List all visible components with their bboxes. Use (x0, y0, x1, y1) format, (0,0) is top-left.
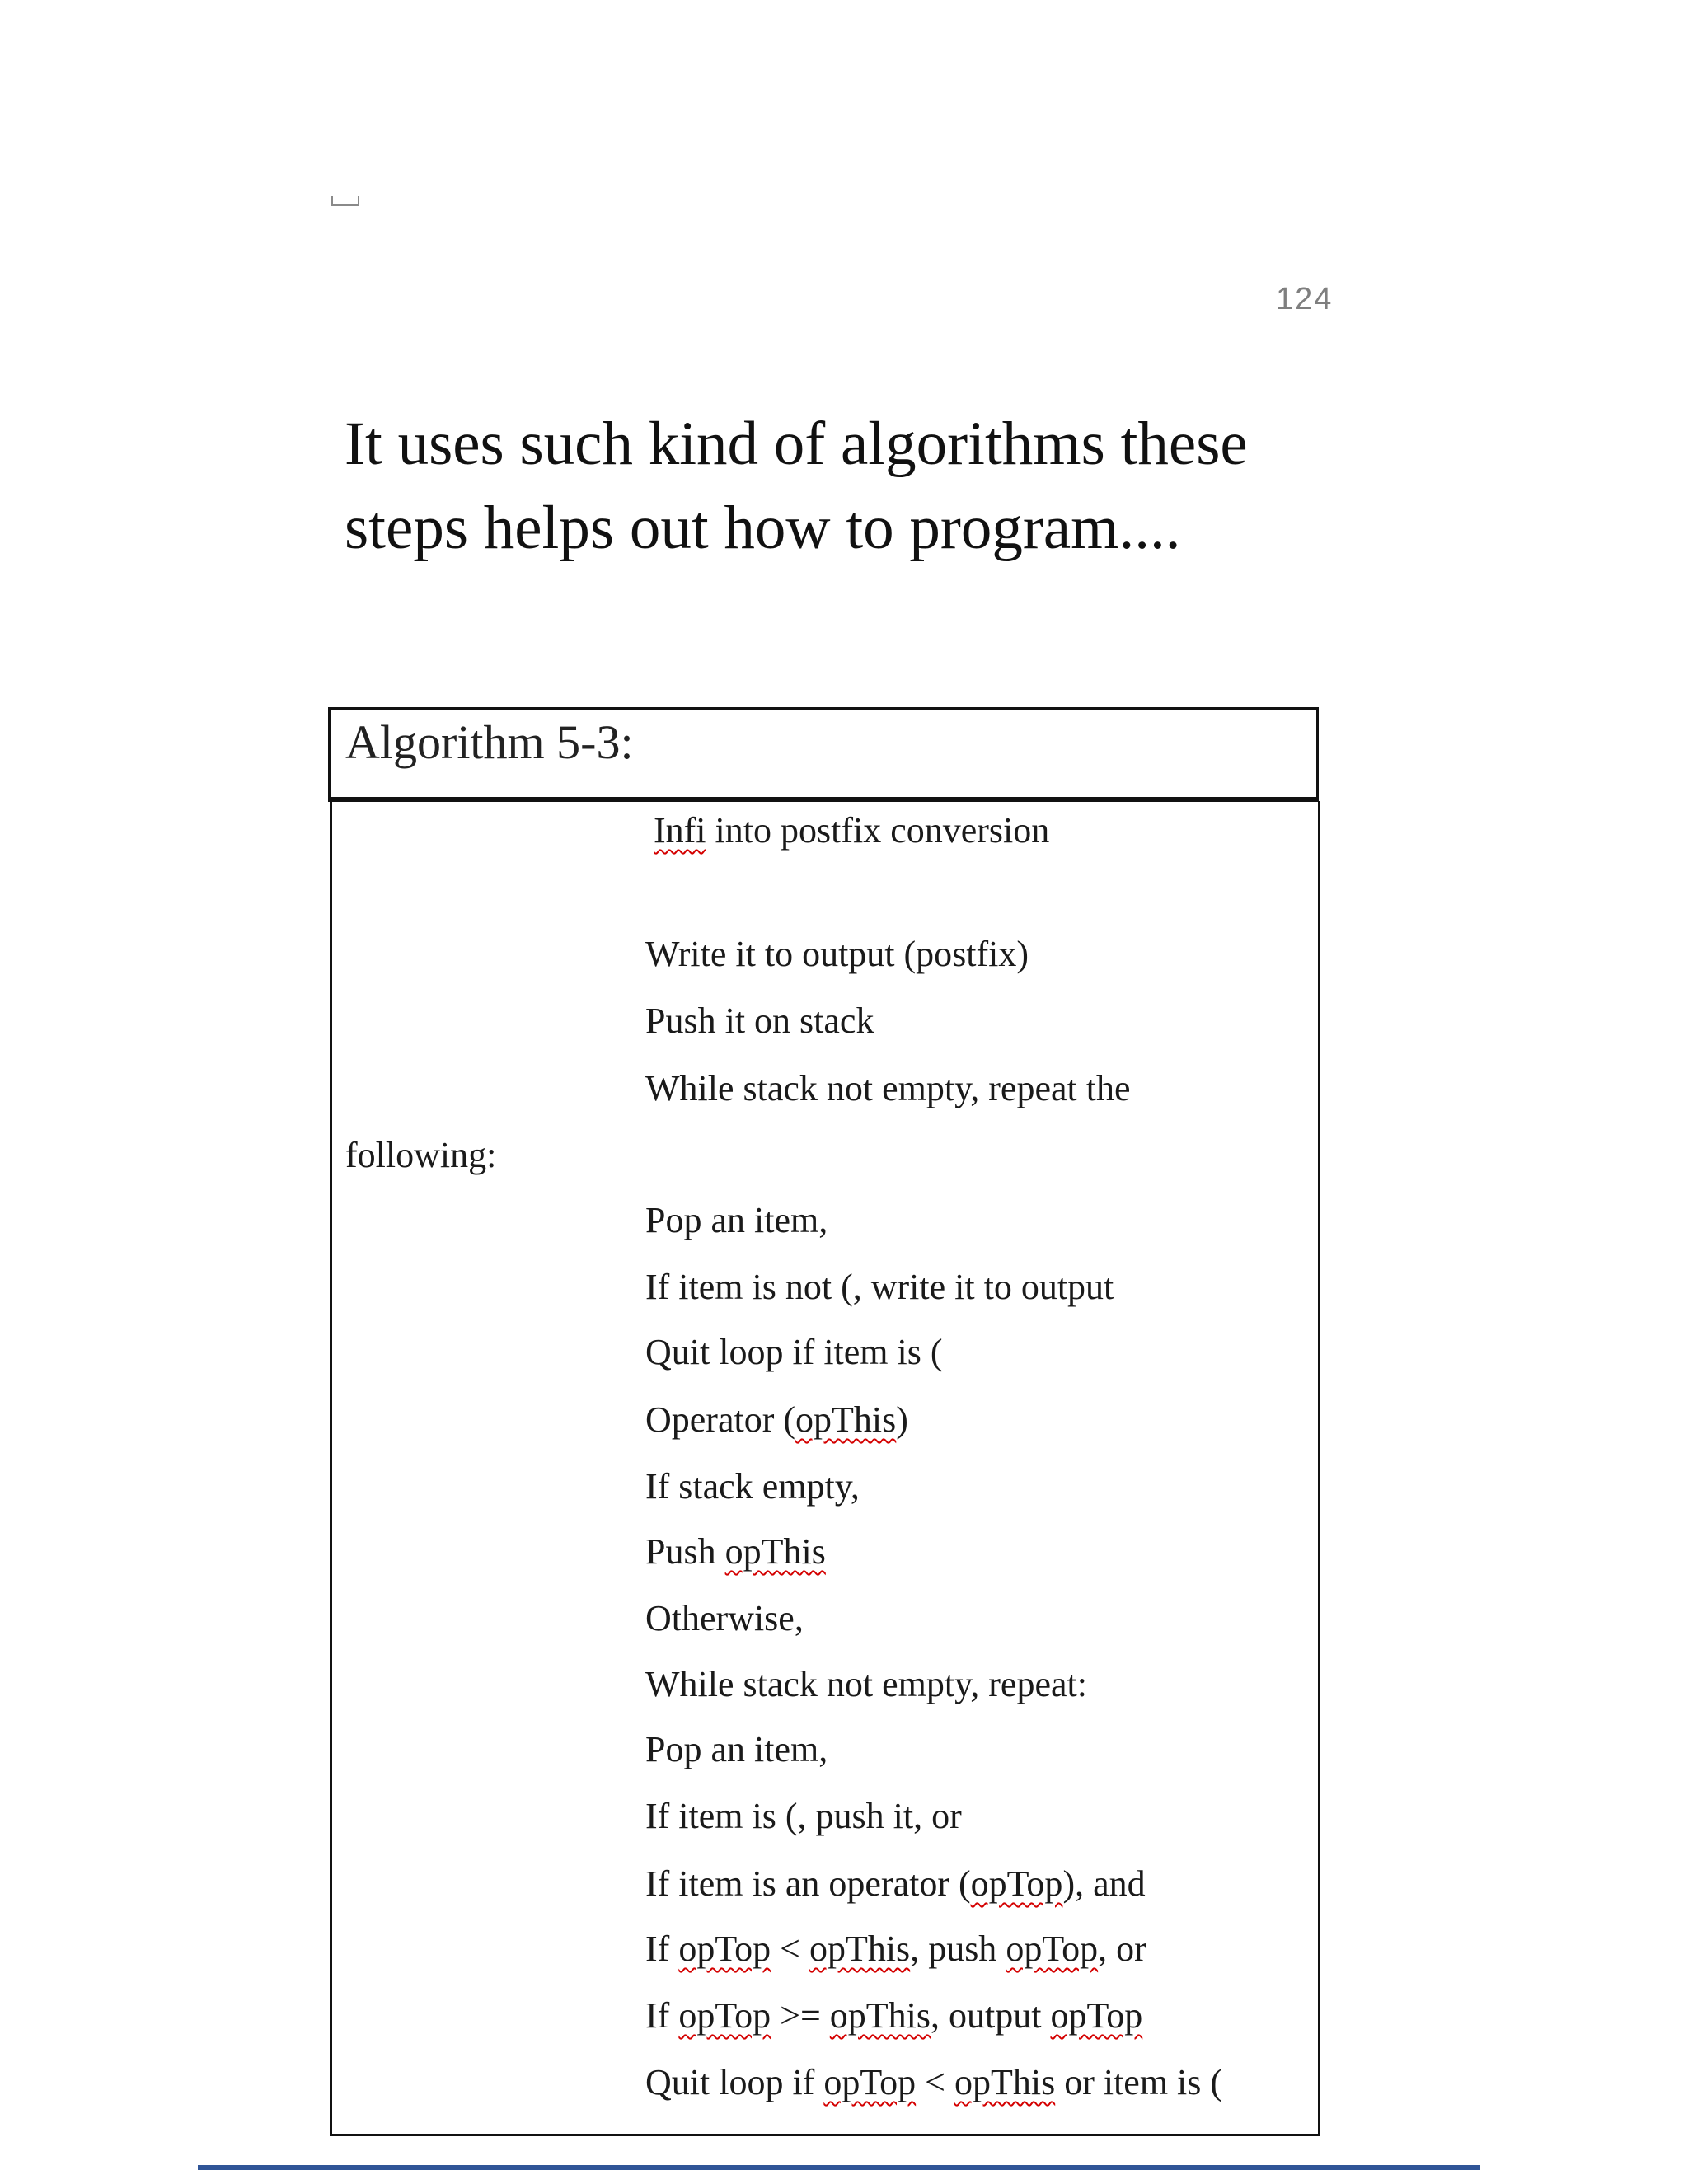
step-text: While stack not empty, repeat: (645, 1664, 1087, 1704)
algorithm-step (645, 1264, 1114, 1310)
step-text: Otherwise, (645, 1598, 804, 1638)
algorithm-step (645, 1197, 828, 1244)
algorithm-step (645, 1793, 962, 1840)
spellcheck-word: opThis (724, 1531, 826, 1572)
page-heading (345, 402, 1383, 570)
step-text: Write it to output (postfix) (645, 934, 1029, 974)
step-text: While stack not empty, repeat the (645, 1068, 1131, 1108)
step-text: < (916, 2062, 954, 2102)
spellcheck-word: opTop (1050, 1995, 1143, 2036)
algorithm-body (330, 874, 1320, 2136)
algorithm-step (645, 1529, 826, 1575)
algorithm-step (645, 1727, 828, 1773)
algorithm-step (645, 1066, 1130, 1112)
algorithm-step (645, 998, 874, 1044)
step-text: Pop an item, (645, 1200, 828, 1240)
footer-rule (198, 2165, 1480, 2170)
step-text: Push (645, 1531, 725, 1572)
step-text: , push (910, 1929, 1006, 1969)
algorithm-step (345, 1132, 496, 1179)
algorithm-step (645, 1397, 908, 1443)
step-text: Push it on stack (645, 1001, 874, 1041)
spellcheck-word: opThis (795, 1399, 897, 1440)
subtitle-rest: into postfix conversion (706, 810, 1050, 851)
step-text: , output (931, 1995, 1051, 2036)
algorithm-step (645, 1861, 1146, 1907)
step-text: or item is ( (1055, 2062, 1223, 2102)
algorithm-step (645, 931, 1029, 977)
page-number: 124 (1276, 282, 1334, 316)
heading-line-2: steps helps out how to program.... (345, 494, 1181, 562)
spellcheck-word: Infi (654, 810, 706, 851)
spellcheck-word: opTop (1006, 1929, 1099, 1969)
algorithm-title: Algorithm 5-3: (345, 715, 634, 769)
step-text: Quit loop if item is ( (645, 1332, 943, 1372)
algorithm-step (645, 1926, 1146, 1972)
algorithm-subtitle (654, 806, 1049, 855)
step-text: , or (1098, 1929, 1146, 1969)
algorithm-step (645, 2060, 1222, 2106)
step-text: ) (896, 1399, 908, 1440)
spellcheck-word: opThis (809, 1929, 911, 1969)
step-text: If item is an operator ( (645, 1863, 971, 1904)
header-corner-mark (331, 196, 359, 206)
step-text: If item is (, push it, or (645, 1796, 962, 1836)
step-text: Operator ( (645, 1399, 796, 1440)
heading-line-1: It uses such kind of algorithms these (345, 410, 1248, 478)
algorithm-step (645, 1596, 804, 1642)
step-text: following: (345, 1135, 497, 1175)
spellcheck-word: opTop (823, 2062, 917, 2102)
algorithm-step (645, 1661, 1087, 1708)
algorithm-title-box (328, 707, 1319, 799)
step-text: Quit loop if (645, 2062, 824, 2102)
algorithm-subtitle-cell (330, 801, 1320, 874)
step-text: Pop an item, (645, 1729, 828, 1769)
step-text: If (645, 1929, 679, 1969)
spellcheck-word: opThis (829, 1995, 931, 2036)
algorithm-step (645, 1993, 1142, 2039)
step-text: If stack empty, (645, 1466, 860, 1507)
algorithm-step (645, 1329, 943, 1376)
step-text: ), and (1062, 1863, 1146, 1904)
spellcheck-word: opThis (954, 2062, 1056, 2102)
spellcheck-word: opTop (678, 1929, 771, 1969)
algorithm-step (645, 1464, 860, 1510)
step-text: If item is not (, write it to output (645, 1267, 1114, 1307)
step-text: >= (771, 1995, 830, 2036)
spellcheck-word: opTop (678, 1995, 771, 2036)
step-text: If (645, 1995, 679, 2036)
step-text: < (771, 1929, 809, 1969)
spellcheck-word: opTop (970, 1863, 1063, 1904)
